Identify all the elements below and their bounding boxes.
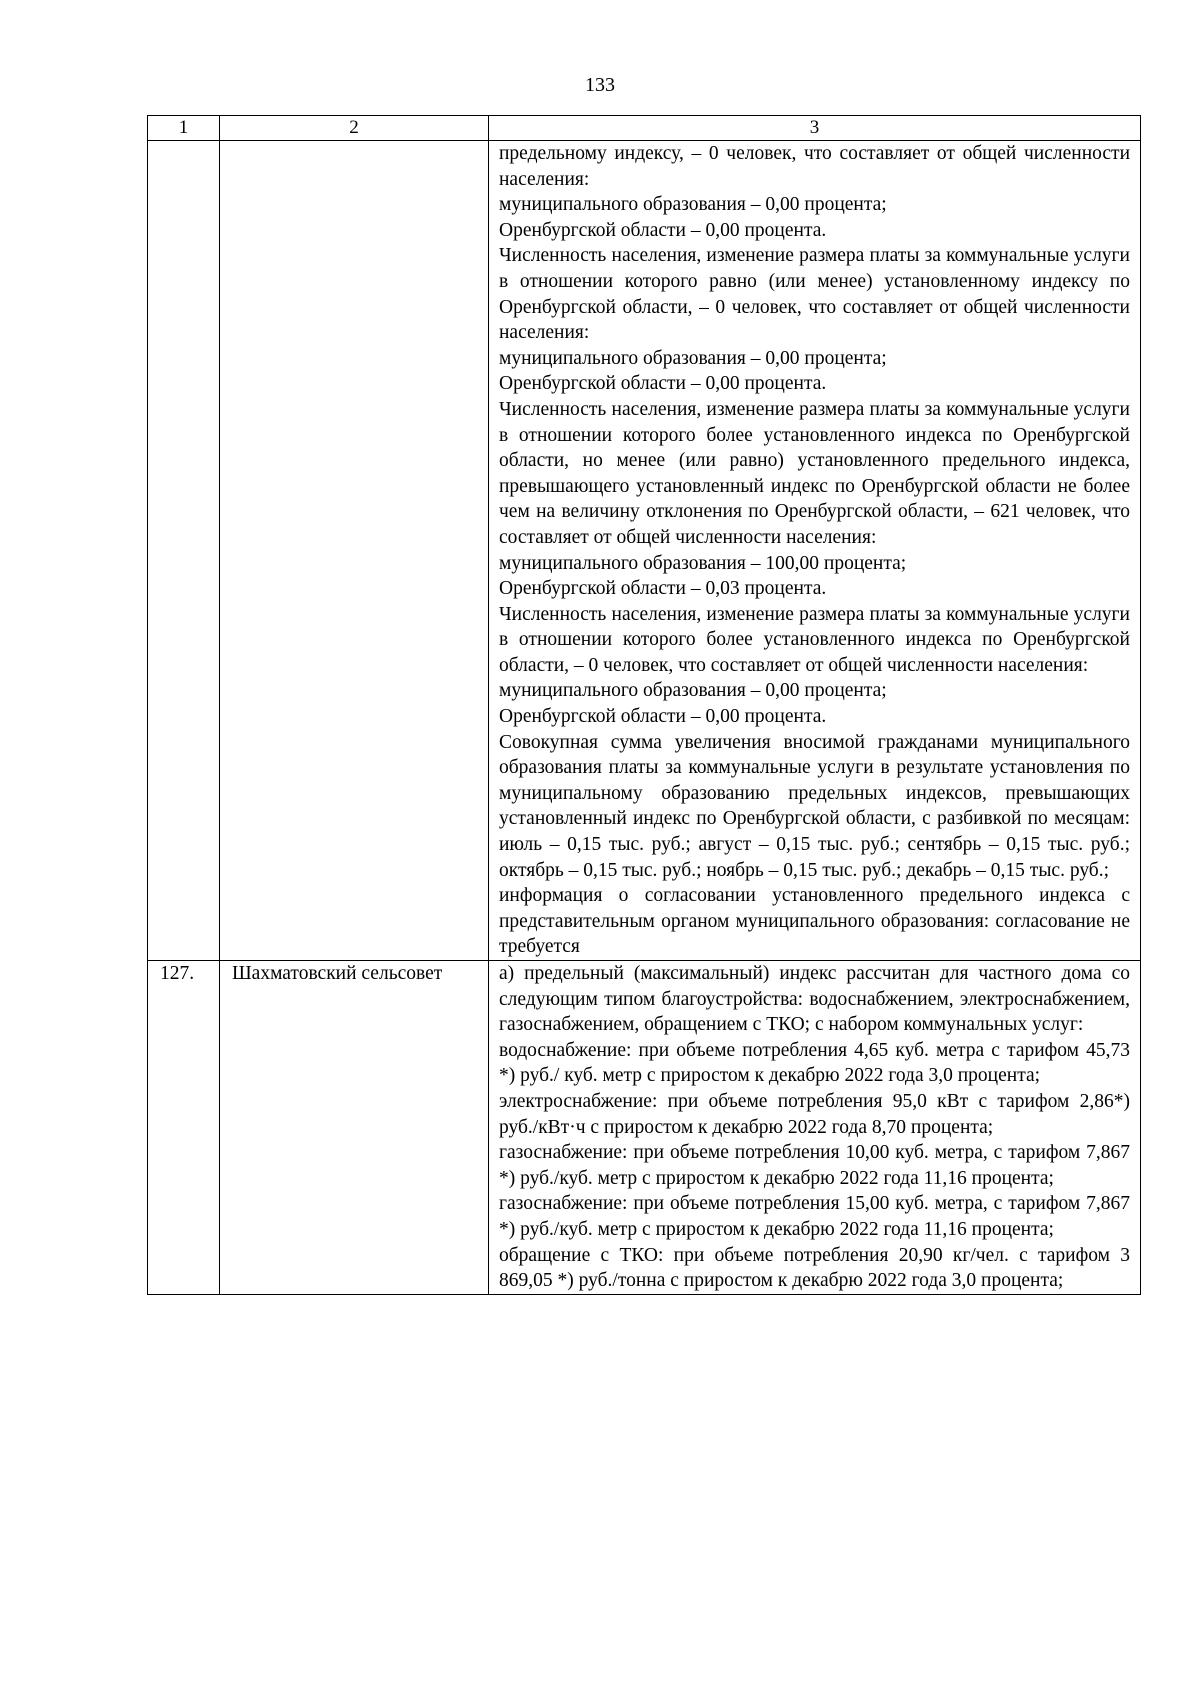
paragraph: муниципального образования – 100,00 процента; [499, 552, 907, 574]
paragraph: муниципального образования – 0,00 процента; [499, 194, 887, 216]
paragraph: Численность населения, изменение размера платы за коммунальные услуги в отношении которого равно (или менее) установленному индексу по Оренбургской области, – 0 человек, что составляет от общей численности населения: [499, 245, 1130, 344]
paragraph: газоснабжение: при объеме потребления 10,00 куб. метра, с тарифом 7,867 *) руб./куб. метр с приростом к декабрю 2022 года 11,16 процента; [499, 1142, 1130, 1189]
paragraph: муниципального образования – 0,00 процента; [499, 347, 887, 369]
paragraph: Численность населения, изменение размера платы за коммунальные услуги в отношении которого более установленного индекса по Оренбургской области, – 0 человек, что составляет от общей численности населения: [499, 603, 1130, 676]
paragraph: Оренбургской области – 0,00 процента. [499, 219, 827, 241]
table-row-127 [148, 961, 1141, 1295]
paragraph: Оренбургской области – 0,03 процента. [499, 578, 827, 600]
page-number: 133 [585, 74, 615, 96]
index-table [147, 115, 1141, 1295]
row-name-cell: Шахматовский сельсовет [220, 961, 489, 1295]
row-number-cell: 127. [148, 961, 220, 1295]
row-content-cell [489, 961, 1141, 1295]
row-number-cell [148, 141, 220, 961]
paragraph: информация о согласовании установленного предельного индекса с представительным органом муниципального образования: согласование не требуется [499, 885, 1130, 958]
row-name-cell [220, 141, 489, 961]
paragraph: Оренбургской области – 0,00 процента. [499, 373, 827, 395]
paragraph: обращение с ТКО: при объеме потребления 20,90 кг/чел. с тарифом 3 869,05 *) руб./тонна с приростом к декабрю 2022 года 3,0 процента; [499, 1244, 1130, 1292]
paragraph: а) предельный (максимальный) индекс рассчитан для частного дома со следующим типом благоустройства: водоснабжением, электроснабжением, газоснабжением, обращением с ТКО; с набором коммунальных услуг: [499, 963, 1130, 1036]
row-content-cell [489, 141, 1141, 961]
paragraph: водоснабжение: при объеме потребления 4,65 куб. метра с тарифом 45,73 *) руб./ куб. метр с приростом к декабрю 2022 года 3,0 процента; [499, 1039, 1130, 1087]
paragraph: предельному индексу, – 0 человек, что составляет от общей численности населения: [499, 143, 1130, 190]
paragraph: Оренбургской области – 0,00 процента. [499, 706, 827, 728]
header-col-3: 3 [489, 116, 1141, 141]
table-row-continued [148, 141, 1141, 961]
paragraph: газоснабжение: при объеме потребления 15,00 куб. метра, с тарифом 7,867 *) руб./куб. метр с приростом к декабрю 2022 года 11,16 процента; [499, 1193, 1130, 1240]
paragraph: Численность населения, изменение размера платы за коммунальные услуги в отношении которого более установленного индекса по Оренбургской области, но менее (или равно) установленного предельного индекса, превышающего установленный индекс по Оренбургской области не более чем на величину отклонения по Оренбургской области, – 621 человек, что составляет от общей численности населения: [499, 398, 1130, 548]
header-col-1: 1 [148, 116, 220, 141]
header-col-2: 2 [220, 116, 489, 141]
paragraph: Совокупная сумма увеличения вносимой гражданами муниципального образования платы за коммунальные услуги в результате установления по муниципальному образованию предельных индексов, превышающих установленный индекс по Оренбургской области, с разбивкой по месяцам: июль – 0,15 тыс. руб.; август – 0,15 тыс. руб.; сентябрь – 0,15 тыс. руб.; октябрь – 0,15 тыс. руб.; ноябрь – 0,15 тыс. руб.; декабрь – 0,15 тыс. руб.; [499, 731, 1130, 881]
table-header-row [148, 116, 1141, 141]
paragraph: электроснабжение: при объеме потребления 95,0 кВт с тарифом 2,86*) руб./кВт·ч с приростом к декабрю 2022 года 8,70 процента; [499, 1090, 1130, 1138]
paragraph: муниципального образования – 0,00 процента; [499, 680, 887, 702]
